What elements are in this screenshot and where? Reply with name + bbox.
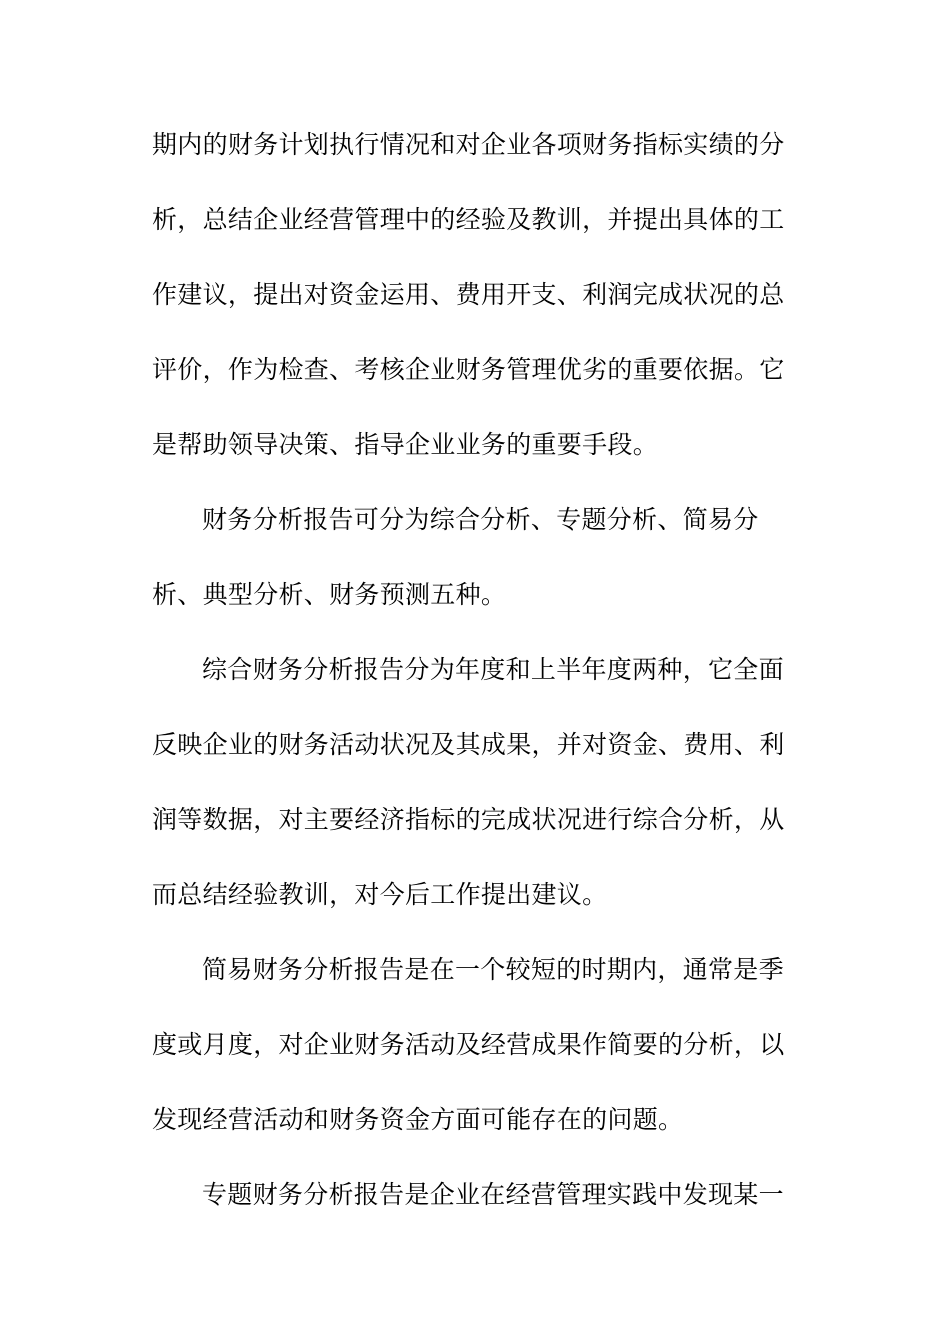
paragraph-4 xyxy=(152,950,792,1175)
paragraph-2 xyxy=(152,500,792,650)
paragraph-1 xyxy=(152,125,792,500)
text-line: 专题财务分析报告是企业在经营管理实践中发现某一 xyxy=(202,1180,784,1209)
text-line: 财务分析报告可分为综合分析、专题分析、简易分 xyxy=(202,505,759,534)
text-line: 期内的财务计划执行情况和对企业各项财务指标实绩的分 xyxy=(152,130,785,159)
text-line: 评价，作为检查、考核企业财务管理优劣的重要依据。它 xyxy=(152,355,785,384)
text-line: 润等数据，对主要经济指标的完成状况进行综合分析，从 xyxy=(152,805,785,834)
text-line: 发现经营活动和财务资金方面可能存在的问题。 xyxy=(152,1105,684,1134)
text-line: 析，总结企业经营管理中的经验及教训，并提出具体的工 xyxy=(152,205,785,234)
text-line: 是帮助领导决策、指导企业业务的重要手段。 xyxy=(152,430,659,459)
text-line: 综合财务分析报告分为年度和上半年度两种，它全面 xyxy=(202,655,784,684)
paragraph-3 xyxy=(152,650,792,950)
text-line: 度或月度，对企业财务活动及经营成果作简要的分析，以 xyxy=(152,1030,785,1059)
text-line: 析、典型分析、财务预测五种。 xyxy=(152,580,507,609)
paragraph-5 xyxy=(152,1175,792,1250)
text-line: 反映企业的财务活动状况及其成果，并对资金、费用、利 xyxy=(152,730,785,759)
text-line: 简易财务分析报告是在一个较短的时期内，通常是季 xyxy=(202,955,784,984)
text-line: 作建议，提出对资金运用、费用开支、利润完成状况的总 xyxy=(152,280,785,309)
document-body xyxy=(152,125,792,1250)
text-line: 而总结经验教训，对今后工作提出建议。 xyxy=(152,880,608,909)
